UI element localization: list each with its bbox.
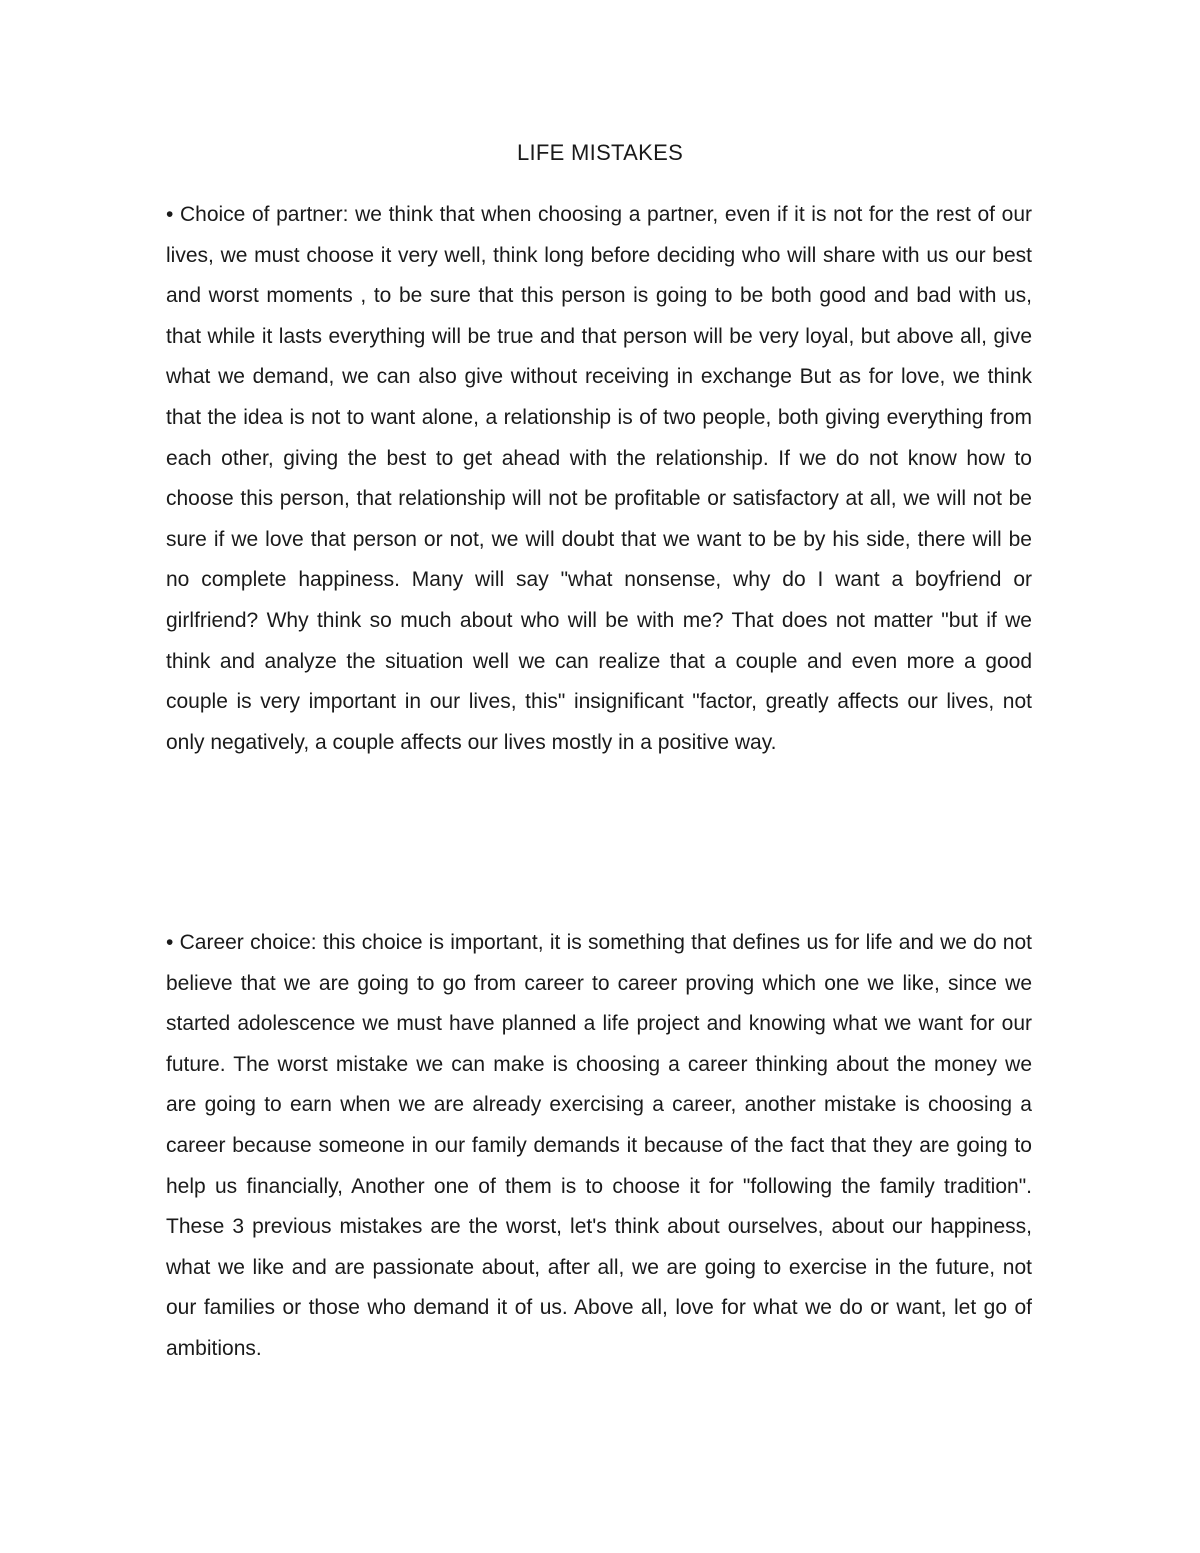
paragraph-career-choice: • Career choice: this choice is important, it is something that defines us for life and we do not believe that we are going to go from career to career proving which one we like, since we started adolescence we must have planned a life project and knowing what we want for our future. The worst mistake we can make is choosing a career thinking about the money we are going to earn when we are already exercising a career, another mistake is choosing a career because someone in our family demands it because of the fact that they are going to help us financially, Another one of them is to choose it for "following the family tradition". These 3 previous mistakes are the worst, let's think about ourselves, about our happiness, what we like and are passionate about, after all, we are going to exercise in the future, not our families or those who demand it of us. Above all, love for what we do or want, let go of ambitions. <box>166 931 1032 1360</box>
paragraph-partner-choice: • Choice of partner: we think that when choosing a partner, even if it is not for the rest of our lives, we must choose it very well, think long before deciding who will share with us our best and worst moments , to be sure that this person is going to be both good and bad with us, that while it lasts everything will be true and that person will be very loyal, but above all, give what we demand, we can also give without receiving in exchange But as for love, we think that the idea is not to want alone, a relationship is of two people, both giving everything from each other, giving the best to get ahead with the relationship. If we do not know how to choose this person, that relationship will not be profitable or satisfactory at all, we will not be sure if we love that person or not, we will doubt that we want to be by his side, there will be no complete happiness. Many will say "what nonsense, why do I want a boyfriend or girlfriend? Why think so much about who will be with me? That does not matter "but if we think and analyze the situation well we can realize that a couple and even more a good couple is very important in our lives, this" insignificant "factor, greatly affects our lives, not only negatively, a couple affects our lives mostly in a positive way. <box>166 203 1032 754</box>
document-title: LIFE MISTAKES <box>516 140 684 165</box>
